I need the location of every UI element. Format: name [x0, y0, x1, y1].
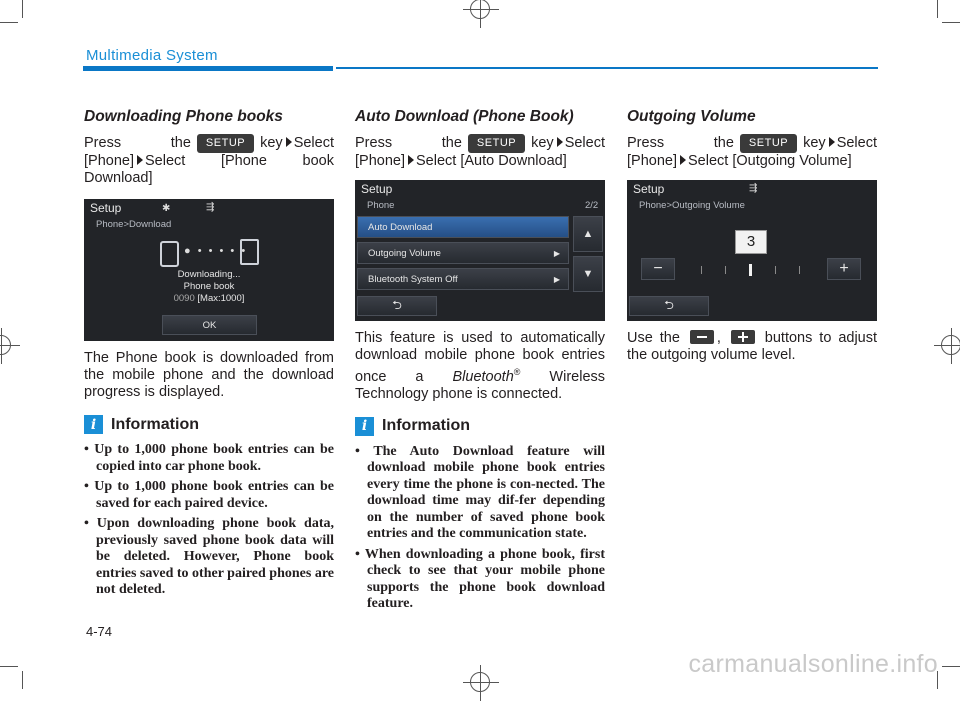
select-text: Select [Phone] [627, 135, 877, 169]
header-rule-thick [83, 66, 333, 71]
screen-title: Setup [90, 201, 122, 215]
arrow-right-icon [680, 155, 686, 165]
instruction-text [627, 134, 877, 170]
registration-mark [941, 335, 960, 355]
press-text: Press the [84, 135, 191, 151]
scale-tick [799, 266, 800, 274]
screen-section: Phone [367, 200, 395, 211]
section-header-title: Multimedia System [86, 47, 218, 64]
bluetooth-icon: ✱ [162, 203, 171, 214]
select-text: Select [Phone] [355, 135, 605, 169]
information-list [84, 442, 334, 599]
screen-title: Setup [633, 182, 665, 196]
body-text: The Phone book is downloaded from the mobile phone and the download progress is displayed. [84, 350, 334, 400]
back-button[interactable]: ⮌ [629, 296, 709, 316]
plus-icon [731, 330, 755, 344]
ok-button-label: OK [202, 319, 217, 331]
usb-icon: ⇶ [749, 183, 758, 194]
minus-icon [690, 330, 714, 344]
menu-item-label: Outgoing Volume [368, 247, 441, 259]
usb-icon: ⇶ [206, 202, 215, 213]
crop-mark [942, 22, 960, 23]
status-line: Downloading... [177, 269, 241, 280]
select-text: Select [Auto Download] [416, 153, 567, 169]
status-line: Phone book [183, 281, 235, 292]
crop-mark [22, 671, 23, 689]
info-icon: i [84, 415, 103, 434]
registered-mark: ® [513, 367, 521, 377]
page-number: 4-74 [86, 624, 113, 639]
arrow-right-icon [286, 137, 292, 147]
comma: , [716, 330, 721, 346]
status-count: 0090 [173, 293, 195, 304]
key-text: key [803, 135, 826, 151]
screen-breadcrumb: Phone>Outgoing Volume [639, 200, 745, 211]
press-text: Press the [627, 135, 734, 151]
arrow-right-icon [829, 137, 835, 147]
crop-mark [0, 666, 18, 667]
section-title: Auto Download (Phone Book) [355, 108, 574, 125]
information-label: Information [382, 417, 470, 435]
info-icon: i [355, 417, 374, 436]
crop-mark [0, 22, 18, 23]
information-heading [355, 417, 605, 436]
watermark: carmanualsonline.info [688, 650, 938, 678]
crop-mark [937, 0, 938, 18]
setup-key-icon: SETUP [740, 134, 797, 153]
column-downloading-phone-books [84, 108, 334, 603]
arrow-right-icon [557, 137, 563, 147]
scale-tick [725, 266, 726, 274]
section-title: Downloading Phone books [84, 108, 283, 125]
information-heading [84, 415, 334, 434]
list-item: • The Auto Download feature will download mobile phone book entries every time the phone is con-nected. The download time may dif-fer depending on the number of saved phone book entries and the communication state. [355, 444, 605, 543]
list-item: • Up to 1,000 phone book entries can be copied into car phone book. [84, 442, 334, 475]
column-outgoing-volume [627, 108, 877, 364]
instruction-text [355, 134, 605, 170]
crop-mark [22, 0, 23, 18]
select-text: Select [Phone book Download] [84, 153, 334, 186]
body-text-part: This feature is used to automatically download mobile phone book entries once a [355, 330, 605, 385]
status-max: [Max:1000] [197, 293, 245, 304]
screen-phone-settings [355, 180, 605, 321]
back-button[interactable]: ⮌ [357, 296, 437, 316]
header-rule-thin [336, 67, 878, 69]
setup-key-icon: SETUP [197, 134, 254, 153]
registration-mark [470, 672, 490, 692]
menu-item-bluetooth-system-off[interactable] [357, 268, 569, 290]
scroll-up-button[interactable]: ▲ [573, 216, 603, 252]
body-text [355, 330, 605, 403]
arrow-right-icon [137, 155, 143, 165]
menu-item-label: Bluetooth System Off [368, 273, 458, 285]
press-text: Press the [355, 135, 462, 151]
document-icon [240, 239, 259, 265]
body-text [627, 330, 877, 364]
screen-download [84, 199, 334, 341]
scale-tick-current [749, 264, 752, 276]
menu-item-auto-download[interactable] [357, 216, 569, 238]
status-line [84, 293, 334, 305]
key-text: key [260, 135, 283, 151]
scroll-down-button[interactable]: ▼ [573, 256, 603, 292]
list-item: • When downloading a phone book, first check to see that your mobile phone supports the phone book download feature. [355, 547, 605, 613]
scale-tick [775, 266, 776, 274]
scale-tick [701, 266, 702, 274]
list-item: • Up to 1,000 phone book entries can be saved for each paired device. [84, 479, 334, 512]
body-text-part: Wireless Technology phone is connected. [355, 368, 606, 402]
section-title: Outgoing Volume [627, 108, 756, 125]
information-label: Information [111, 415, 199, 433]
screen-page-indicator: 2/2 [585, 200, 599, 211]
screen-outgoing-volume [627, 180, 877, 321]
list-item: • Upon downloading phone book data, previously saved phone book data will be deleted. However, Phone book entries saved to other paired phones are not deleted. [84, 516, 334, 599]
registration-mark [470, 0, 490, 19]
screen-breadcrumb: Phone>Download [96, 219, 172, 230]
menu-item-outgoing-volume[interactable] [357, 242, 569, 264]
column-auto-download [355, 108, 605, 617]
menu-item-label: Auto Download [368, 221, 433, 233]
play-icon: ▶ [553, 274, 560, 284]
crop-mark [942, 666, 960, 667]
download-status [84, 269, 334, 305]
brand-text: Bluetooth [452, 368, 514, 385]
play-icon: ▶ [553, 248, 560, 258]
select-text: Select [Outgoing Volume] [688, 153, 852, 169]
ok-button[interactable] [162, 315, 257, 335]
volume-minus-button[interactable]: − [641, 258, 675, 280]
select-text: Select [Phone] [84, 135, 334, 169]
screen-title: Setup [361, 182, 393, 196]
volume-plus-button[interactable]: + [827, 258, 861, 280]
body-text-part: buttons to adjust the outgoing volume level. [627, 330, 878, 363]
information-list [355, 444, 605, 613]
phone-icon [160, 241, 179, 267]
volume-scale [687, 264, 817, 276]
key-text: key [531, 135, 554, 151]
volume-value: 3 [735, 230, 767, 254]
arrow-right-icon [408, 155, 414, 165]
registration-mark [0, 335, 11, 355]
progress-dots: ● • • • • • [184, 245, 248, 257]
setup-key-icon: SETUP [468, 134, 525, 153]
body-text-part: Use the [627, 330, 680, 346]
instruction-text [84, 134, 334, 187]
